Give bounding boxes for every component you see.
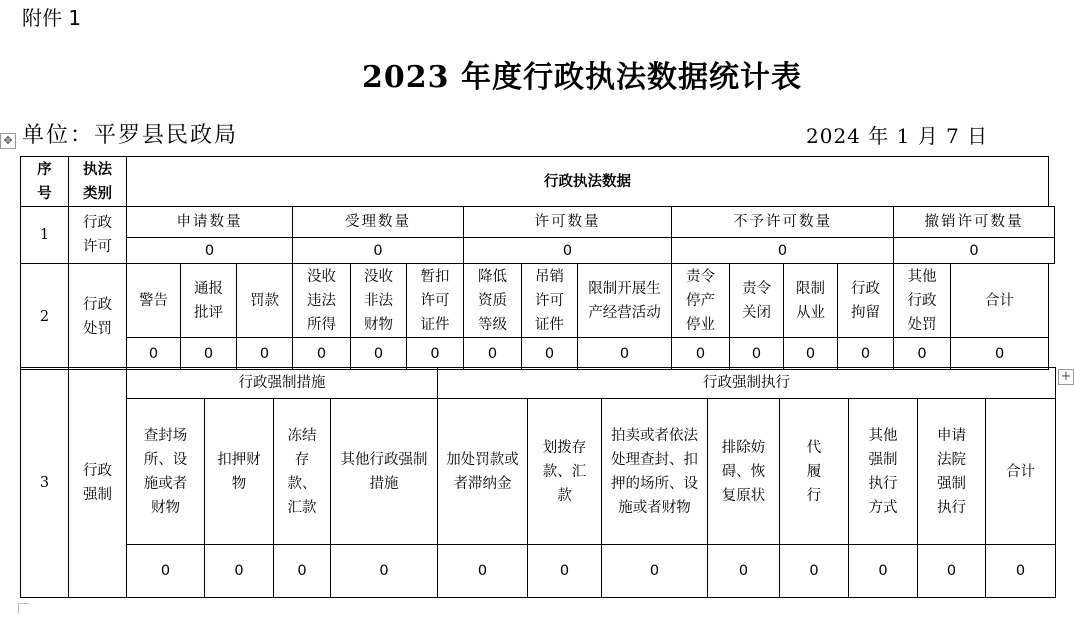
- coercion-value: 0: [528, 545, 602, 598]
- coercion-column-header: 合计: [986, 399, 1056, 545]
- page-title: 2023 年度行政执法数据统计表: [362, 60, 802, 95]
- penalty-column-header: 罚款: [237, 264, 293, 338]
- coercion-value: 0: [849, 545, 918, 598]
- coercion-value: 0: [780, 545, 849, 598]
- coercion-column-header: 其他强制执行方式: [849, 399, 918, 545]
- permit-column-header: 受理数量: [293, 207, 464, 238]
- coercion-group-measures: 行政强制措施: [127, 368, 438, 399]
- penalty-value: 0: [894, 338, 951, 370]
- coercion-group-execution: 行政强制执行: [438, 368, 1056, 399]
- penalty-column-header: 吊销许可证件: [522, 264, 578, 338]
- penalty-column-header: 警告: [127, 264, 181, 338]
- penalty-value: 0: [351, 338, 407, 370]
- penalty-column-header: 责令停产停业: [672, 264, 730, 338]
- penalty-value: 0: [407, 338, 464, 370]
- move-arrows-icon[interactable]: ✥: [0, 133, 16, 149]
- header-category: 执法类别: [69, 157, 127, 207]
- coercion-column-header: 划拨存款、汇款: [528, 399, 602, 545]
- penalty-value: 0: [951, 338, 1049, 370]
- penalty-value: 0: [293, 338, 351, 370]
- penalty-column-header: 限制开展生产经营活动: [578, 264, 672, 338]
- penalty-column-header: 没收非法财物: [351, 264, 407, 338]
- annex-label: 附件 1: [22, 6, 82, 30]
- coercion-column-header: 扣押财物: [205, 399, 274, 545]
- header-data-title: 行政执法数据: [127, 157, 1049, 207]
- permit-value: 0: [894, 238, 1055, 264]
- penalty-seq: 2: [21, 264, 69, 370]
- permit-column-header: 许可数量: [464, 207, 672, 238]
- permit-seq: 1: [21, 207, 69, 264]
- statistics-table-upper: [20, 156, 1055, 370]
- coercion-seq: 3: [21, 368, 69, 598]
- coercion-category: 行政强制: [69, 368, 127, 598]
- coercion-column-header: 拍卖或者依法处理查封、扣押的场所、设施或者财物: [602, 399, 708, 545]
- coercion-column-header: 申请法院强制执行: [918, 399, 986, 545]
- coercion-value: 0: [127, 545, 205, 598]
- coercion-value: 0: [274, 545, 331, 598]
- coercion-column-header: 其他行政强制措施: [331, 399, 438, 545]
- header-seq: 序号: [21, 157, 69, 207]
- permit-value: 0: [464, 238, 672, 264]
- penalty-value: 0: [522, 338, 578, 370]
- permit-column-header: 撤销许可数量: [894, 207, 1055, 238]
- coercion-value: 0: [708, 545, 780, 598]
- statistics-table-coercion: [20, 367, 1056, 598]
- coercion-value: 0: [331, 545, 438, 598]
- permit-column-header: 不予许可数量: [672, 207, 894, 238]
- penalty-category: 行政处罚: [69, 264, 127, 370]
- coercion-column-header: 排除妨碍、恢复原状: [708, 399, 780, 545]
- unit-label: 单位：平罗县民政局: [22, 123, 239, 148]
- penalty-value: 0: [127, 338, 181, 370]
- coercion-value: 0: [602, 545, 708, 598]
- permit-value: 0: [293, 238, 464, 264]
- penalty-value: 0: [464, 338, 522, 370]
- permit-value: 0: [672, 238, 894, 264]
- coercion-value: 0: [438, 545, 528, 598]
- report-date: 2024 年 1 月 7 日: [806, 124, 989, 148]
- coercion-column-header: 加处罚款或者滞纳金: [438, 399, 528, 545]
- penalty-value: 0: [672, 338, 730, 370]
- permit-category: 行政许可: [69, 207, 127, 264]
- coercion-value: 0: [918, 545, 986, 598]
- penalty-column-header: 限制从业: [784, 264, 838, 338]
- penalty-column-header: 没收违法所得: [293, 264, 351, 338]
- permit-value: 0: [127, 238, 293, 264]
- penalty-column-header: 其他行政处罚: [894, 264, 951, 338]
- penalty-column-header: 降低资质等级: [464, 264, 522, 338]
- coercion-value: 0: [205, 545, 274, 598]
- penalty-value: 0: [181, 338, 237, 370]
- permit-column-header: 申请数量: [127, 207, 293, 238]
- penalty-column-header: 责令关闭: [730, 264, 784, 338]
- penalty-column-header: 通报批评: [181, 264, 237, 338]
- penalty-column-header: 行政拘留: [838, 264, 894, 338]
- coercion-column-header: 代履行: [780, 399, 849, 545]
- penalty-column-header: 合计: [951, 264, 1049, 338]
- penalty-value: 0: [784, 338, 838, 370]
- penalty-value: 0: [578, 338, 672, 370]
- penalty-value: 0: [838, 338, 894, 370]
- coercion-column-header: 冻结存款、汇款: [274, 399, 331, 545]
- penalty-value: 0: [237, 338, 293, 370]
- plus-icon[interactable]: +: [1058, 369, 1074, 385]
- penalty-value: 0: [730, 338, 784, 370]
- coercion-column-header: 查封场所、设施或者财物: [127, 399, 205, 545]
- coercion-value: 0: [986, 545, 1056, 598]
- penalty-column-header: 暂扣许可证件: [407, 264, 464, 338]
- page-margin-marker: [18, 603, 29, 614]
